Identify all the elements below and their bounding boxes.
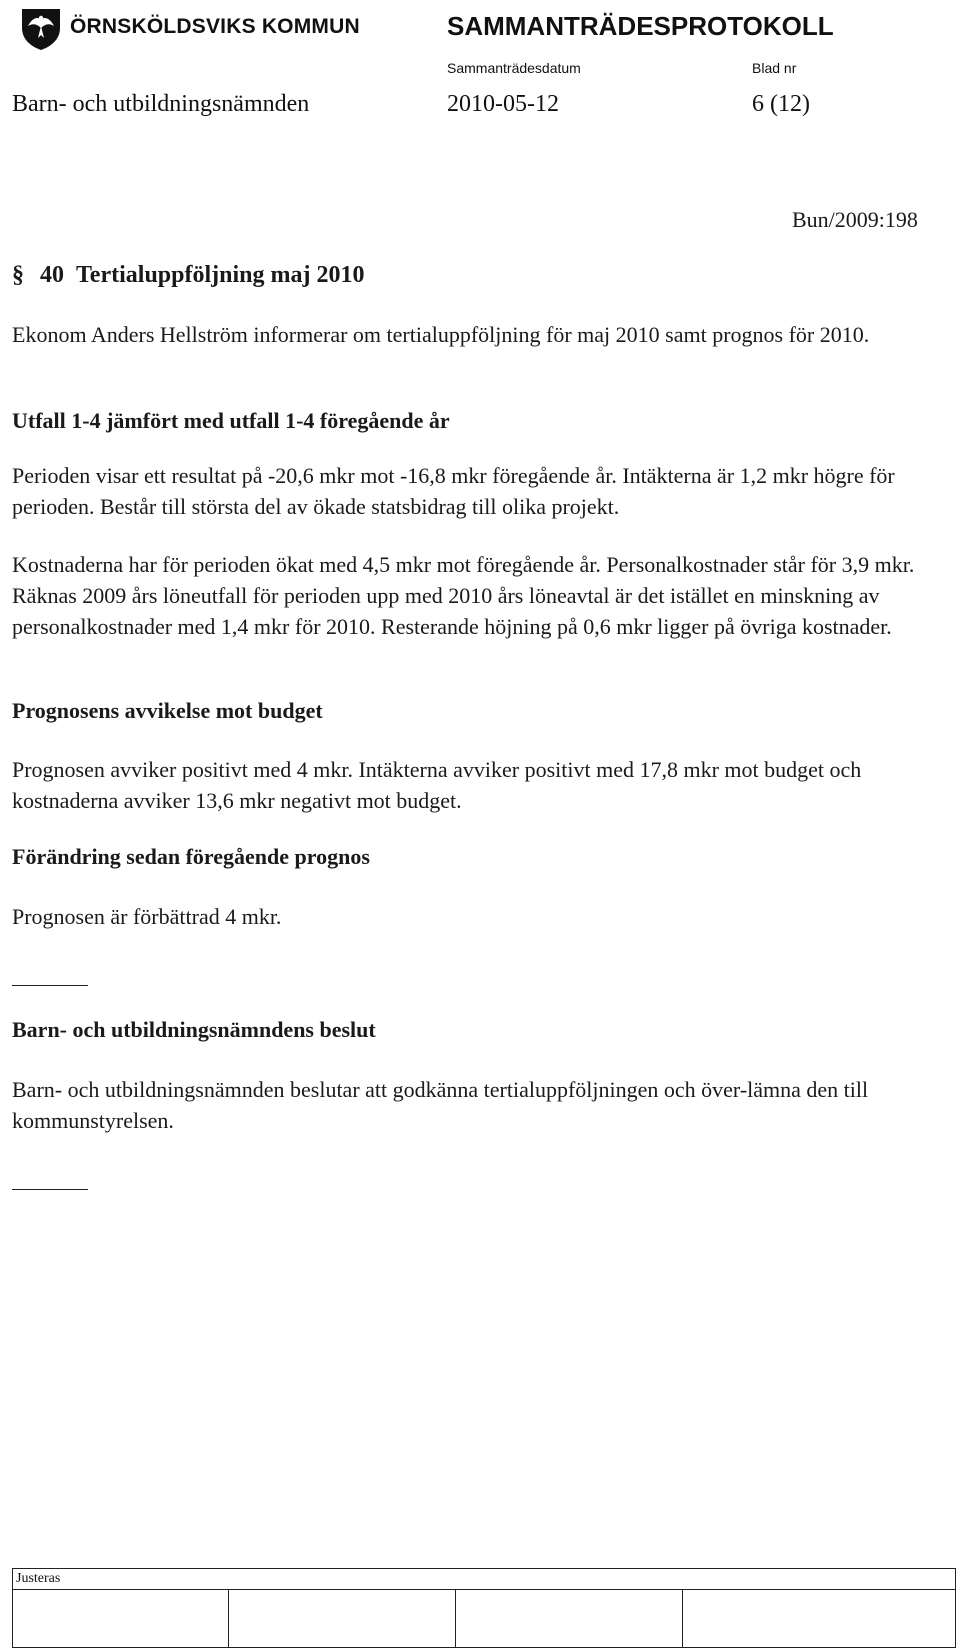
municipality-logo	[18, 6, 360, 52]
outcome-paragraph: Perioden visar ett resultat på -20,6 mkr mot -16,8 mkr föregående år. Intäkterna är 1,2 mkr högre för perioden. Består till största del av ökade statsbidrag till olika projekt.	[12, 463, 895, 519]
meeting-date: 2010-05-12	[447, 91, 559, 117]
separator-line	[12, 1189, 88, 1190]
signature-cell-divider	[455, 1589, 456, 1647]
page-number: 6 (12)	[752, 91, 810, 117]
case-reference: Bun/2009:198	[792, 207, 918, 232]
forecast-deviation-paragraph: Prognosen avviker positivt med 4 mkr. Intäkterna avviker positivt med 17,8 mkr mot budget och kostnaderna avviker 13,6 mkr negativt mot budget.	[12, 757, 862, 813]
separator-line	[12, 985, 88, 986]
intro-paragraph: Ekonom Anders Hellström informerar om tertialuppföljning för maj 2010 samt prognos för 2010.	[12, 322, 870, 347]
heading-decision: Barn- och utbildningsnämndens beslut	[12, 1017, 376, 1042]
signature-cell-divider	[228, 1589, 229, 1647]
section-number: 40	[40, 262, 64, 288]
forecast-change-paragraph: Prognosen är förbättrad 4 mkr.	[12, 904, 282, 929]
document-type: SAMMANTRÄDESPROTOKOLL	[447, 11, 834, 41]
section-heading: Tertialuppföljning maj 2010	[76, 262, 365, 288]
heading-forecast-deviation: Prognosens avvikelse mot budget	[12, 698, 323, 723]
costs-paragraph: Kostnaderna har för perioden ökat med 4,5 mkr mot föregående år. Personalkostnader står för 3,9 mkr. Räknas 2009 års löneutfall för perioden upp med 2010 års löneavtal är det istället en minskning av personalkostnader med 1,4 mkr för 2010. Resterande höjning på 0,6 mkr ligger på övriga kostnader.	[12, 552, 915, 639]
meeting-date-label: Sammanträdesdatum	[447, 60, 581, 76]
coat-of-arms-icon	[18, 6, 64, 52]
section-symbol: §	[12, 262, 24, 288]
section-title	[12, 262, 364, 289]
decision-paragraph: Barn- och utbildningsnämnden beslutar att godkänna tertialuppföljningen och över-lämna den till kommunstyrelsen.	[12, 1077, 869, 1133]
page-number-label: Blad nr	[752, 60, 797, 76]
heading-forecast-change: Förändring sedan föregående prognos	[12, 844, 370, 869]
signature-cell-divider	[682, 1589, 683, 1647]
organization-name: ÖRNSKÖLDSVIKS KOMMUN	[70, 15, 360, 38]
signature-label: Justeras	[16, 1571, 61, 1586]
heading-outcome: Utfall 1-4 jämfört med utfall 1-4 föregående år	[12, 408, 450, 433]
signature-divider	[13, 1589, 955, 1590]
committee-name: Barn- och utbildningsnämnden	[12, 91, 310, 117]
signature-box	[12, 1568, 956, 1648]
